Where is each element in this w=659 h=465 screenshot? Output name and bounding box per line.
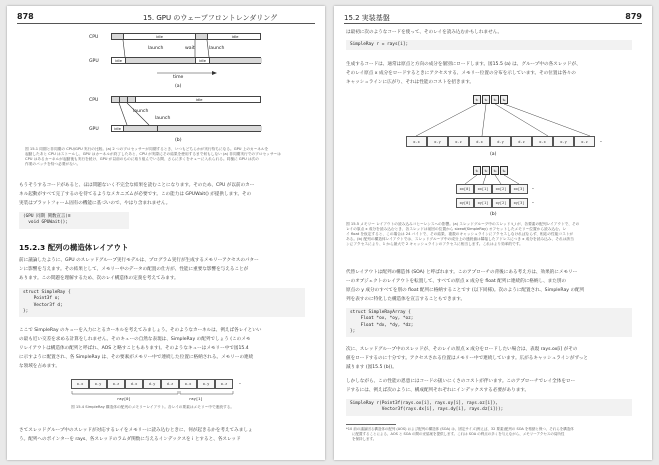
- para3-line2: の最も近い交差を求める計算をしれません。そのキューの自然な表現は、SimpleRay の配列でしょう (このメモ: [19, 337, 251, 342]
- aos-cell: o.z: [107, 379, 125, 389]
- code-simpleray: struct SimpleRay { Point3f o; Vector3f d; };: [19, 288, 305, 317]
- soa-ox-cell: ox[0]: [456, 184, 474, 194]
- chapter-title: 15.2 実装基盤: [344, 14, 390, 22]
- gpu-label-b: GPU: [89, 127, 99, 132]
- code-load-ray: SimpleRay r = rays[i];: [346, 40, 632, 50]
- subfig-a-label: (a): [175, 84, 182, 89]
- para1-line3: キャッシュラインに広がり、それは性能のコストを招きます。: [346, 80, 475, 85]
- launch-label-a: launch: [148, 46, 164, 51]
- para3-line5: な領域を占めます。: [19, 364, 60, 369]
- para2-line3: 原点の y 成分のすべてを別の float 配列に格納することです (以下同様)。次のように配置され、SimpleRay の配列: [346, 288, 585, 293]
- code-simpleray-array: struct SimpleRayArray { Float *ox, *oy, *oz; Float *dx, *dy, *dz; };: [346, 308, 632, 337]
- soa-oy-ellipsis: …: [531, 200, 535, 204]
- thread-node-b4: t₄: [500, 166, 508, 175]
- para2-line2: ンに影響を与えます。その結果として、メモリー中のデータの配置の仕方が、性能に重要な影響を与えることが: [19, 267, 249, 272]
- aos-cell: d.x: [125, 379, 143, 389]
- para2-line3: あります。この問題を理解するため、次のレイ構造体の定義を考えてみます。: [19, 276, 179, 281]
- soa-oy-row: [456, 198, 538, 208]
- mem-cell: d.x: [469, 136, 490, 147]
- para1-line1: 生成するコードは、通常は原点と方向の成分を個別にロードします。図15.5 (a) は、グループ中の各スレッドが、: [346, 62, 581, 67]
- aos-ray1-label: ray[1]: [189, 396, 203, 401]
- soa-oy-cell: oy[3]: [510, 198, 528, 208]
- subfig-b-label: (b): [175, 138, 182, 143]
- para5: う。配列へのポインターを rays、各スレッドのラムダ関数に与えるインデックスを i とすると、各スレッド: [19, 437, 241, 442]
- fig-15-1-caption-4: 作業のバッチを待つ必要がない。: [25, 162, 81, 166]
- left-page: [7, 6, 325, 460]
- launch-label-b2: launch: [155, 116, 171, 121]
- para4-line1: しかしながら、この性能の恩恵にはコードの扱いにくさのコストが伴います。このアプローチでレイ全体をロー: [346, 379, 576, 384]
- fig-15-5-caption-3: イ float を仮定すると、この場合は 24 バイトで、その結果、複数のキャッシュラインにアクセスしなければならず、相応の性能コストが: [346, 232, 574, 236]
- aos-ray0-label: ray[0]: [117, 396, 131, 401]
- fig-15-5-caption-5: ンにアクセスにより、1 から最大で 2 キャッシュラインのアクセスに相当します。これはより効率的です。: [346, 242, 523, 246]
- footnote-line2: に配置することによる、AOS と SOA の間の妥協案を提供します。これは SOA の利点の多くを与えながら、メモリーアクセスの局所性: [352, 432, 565, 436]
- para3-line2: 値をロードするのに十分です。アクセスされる位置はメモリー中で連続しています。広がるキャッシュラインがずっと: [346, 356, 588, 361]
- para1-line1: もうそうするコードがあると、ほは問題ないく不完全な結果を読むことになります。そのため、CPU が以前のカー: [19, 183, 255, 188]
- subfig-a-label: (a): [490, 152, 497, 157]
- code-load-soa: SimpleRay r(Point3f(rays.ox[i], rays.oy[i], rays.oz[i]), Vector3f(rays.dx[i], rays.dy[i], rays.dz[i]));: [346, 399, 632, 416]
- footnote-line1: *10 前の議論因る構造体の配列 (AOS) および配列の構造体 (SOA) は、固定サイズ(例えば、32 要素)配列の SOA を格納と保つ、それらを構造体: [346, 427, 574, 431]
- thread-node-3: t₃: [491, 95, 499, 104]
- aos-cell: d.y: [143, 379, 161, 389]
- aos-cell: o.x: [179, 379, 197, 389]
- para2-line1: 代替レイアウトは配列の構造体 (SOA) と呼ばれます。このアプローチの背後にある考え方は、効果的にメモリー: [346, 270, 578, 275]
- aos-braces: [71, 391, 241, 397]
- para3-line4: に示すように配置され、各 SimpleRay は、その要素がメモリー中で連続した位置に格納される。メモリーの連続: [19, 355, 254, 360]
- soa-oy-cell: oy[1]: [474, 198, 492, 208]
- mem-cell: o.x: [406, 136, 427, 147]
- soa-ox-ellipsis: …: [531, 186, 535, 190]
- thread-to-memory-lines: [394, 104, 594, 138]
- para2-line2: ーのオブジェクトのレイアウトを転置して、すべての原点 x 成分を float 配列に連続的に格納し、また別の: [346, 279, 567, 284]
- section-15-2-3-title: 15.2.3 配列の構造体レイアウト: [19, 243, 129, 252]
- launch-label-a2: launch: [209, 46, 225, 51]
- footnote-rule: [346, 424, 396, 425]
- time-label: time: [173, 75, 184, 80]
- thread-node-2: t₂: [482, 95, 490, 104]
- para2-line4: 列を表すのに特化した構造体を宣言することもできます。: [346, 297, 466, 302]
- thread-node-1: t₁: [473, 95, 481, 104]
- right-page-header: [344, 12, 642, 24]
- gpu-idle-a: idle: [112, 58, 126, 63]
- para3-line1: 次に、スレッドグループ中のスレッドが、そのレイの原点 x 成分をロードしたい場合は、表現 rays.ox[i] がその: [346, 347, 578, 352]
- mem-cell: o.z: [448, 136, 469, 147]
- mem-cell: o.y: [427, 136, 448, 147]
- para2-line1: 前に議論したように、GPU のスレッドグループ実行モデルは、プログラム実行が生成するメモリーアクセスのパター: [19, 258, 259, 263]
- aos-memory-row: [71, 379, 247, 389]
- fig-15-1-caption-1: 図 15.1 同期と非同期の CPU/GPU 実行の比較。(a) 2 つのプロセッサーが同期するとき、いつもどちらかが実行待ちになる。GPU 上のカーネルを: [25, 147, 269, 151]
- cpu-idle-a2: idle: [231, 34, 239, 39]
- para3-line1: ここで SimpleRay のキューを入力にとるカーネルを考えてみましょう。そのようなカーネルは、例えば各レイといい: [19, 328, 262, 333]
- left-page-header: [17, 12, 315, 24]
- gpu-label-a: GPU: [89, 59, 99, 64]
- launch-label-b: launch: [133, 109, 149, 114]
- soa-oy-cell: oy[2]: [492, 198, 510, 208]
- thread-node-4: t₄: [500, 95, 508, 104]
- mem-cell: o.y: [553, 136, 574, 147]
- soa-ox-cell: ox[3]: [510, 184, 528, 194]
- code-gpuwait: ⟨GPU 同期 関数宣言⟩≡ void GPUWait();: [19, 212, 129, 229]
- fig-15-1-caption-2: 起動したあと CPU はストールし、GPU はカーネルが終了したあと、CPU が実際にその結果を使用するまで何もしない (a) 非同期実行でのプロセッサーは: [25, 152, 281, 156]
- thread-node-b3: t₃: [491, 166, 499, 175]
- right-page: [334, 6, 652, 460]
- cpu-idle-a: idle: [124, 34, 196, 39]
- gpu-idle-b: idle: [112, 126, 124, 131]
- soa-ox-cell: ox[1]: [474, 184, 492, 194]
- cpu-label-b: CPU: [89, 98, 99, 103]
- cpu-idle-b: idle: [195, 97, 203, 102]
- mem-cell: d.y: [490, 136, 511, 147]
- soa-ox-row: [456, 184, 538, 194]
- page-number: 879: [625, 12, 642, 21]
- thread-node-b1: t₁: [473, 166, 481, 175]
- subfig-b-label: (b): [490, 212, 497, 217]
- aos-cell-ellipsis: …: [238, 381, 242, 385]
- aos-cell: o.y: [197, 379, 215, 389]
- soa-ox-cell: ox[2]: [492, 184, 510, 194]
- para4: さてスレッドグループ中のスレッドが対応するレイをメモリーに読み込むときに、何が起きるかを考えてみましょ: [19, 428, 253, 433]
- aos-cell: o.x: [71, 379, 89, 389]
- wait-label-a: wait: [185, 46, 195, 51]
- memory-row-aos: [406, 136, 607, 147]
- soa-oy-cell: oy[0]: [456, 198, 474, 208]
- aos-cell: o.y: [89, 379, 107, 389]
- gpu-bar-b: [111, 125, 261, 132]
- fig-15-4-caption: 図 15.4 SimpleRay 構造体の配列のメモリーレイアウト。各レイの要素はメモリー中で連続する。: [71, 405, 235, 409]
- fig-15-1-caption-3: CPU はあるカーネルが起動後も実行を続け、GPU が以前のものに取り組んでいる間、さらに多くをキューに入れられる。同様に GPU は次の: [25, 157, 259, 161]
- fig-15-5-caption-2: レイの原点 x 成分を読み込むとき、各スレッドは前回の位置から sizeof(SimpleRay) オフセットしたメモリー位置から読み込む。レ: [346, 227, 567, 231]
- para1-line3: 実装はプラットフォーム固有の機能に基づいので、やはり含まれません。: [19, 201, 171, 206]
- fig-15-5-caption-4: ある。(b) 配列の構造体レイアウトでは、スレッドグループ中の成分上の連続値は隣接したアドレスにつき x 成分を読み込み、それは該当: [346, 237, 574, 241]
- gpu-idle-a2: idle: [196, 58, 210, 63]
- para3-line3: 減ります (図15.5 (b))。: [346, 365, 397, 370]
- intro-line: は最初に次のようなコードを使って、そのレイを読み込むかもしれません。: [346, 30, 503, 35]
- cpu-bar-b: [111, 96, 261, 103]
- mem-cell: o.x: [532, 136, 553, 147]
- mem-cell-ellipsis: …: [599, 139, 603, 143]
- para3-line3: リレイアウトは構造体の配列と呼ばれ、AOS と略すこともあります)。そのようなキューはメモリー中で図15.4: [19, 346, 249, 351]
- para1-line2: ネル起動がすべて完了するのを待てるようなメカニズムが必要です。この能力は GPUWait() が提供します。その: [19, 192, 252, 197]
- footnote-line3: を保持します。: [352, 437, 377, 441]
- cpu-label-a: CPU: [89, 35, 99, 40]
- mem-cell: o.z: [574, 136, 595, 147]
- chapter-title: 15. GPU のウェーブフロントレンダリング: [143, 14, 278, 22]
- gpu-bar-a: [111, 57, 261, 64]
- para4-line2: ドするには、例えば次のように、構成配列それぞれにインデックスする必要があります。: [346, 388, 530, 393]
- cpu-bar-a: [111, 33, 261, 40]
- fig-15-5-caption-1: 図 15.5 メモリー レイアウトの読み込みコヒーレンスへの影響。(a) スレッドグループ中のスレッド t_i が、各要素の配列レイアウトで、その: [346, 222, 580, 226]
- time-arrow: [157, 70, 217, 76]
- page-number: 878: [17, 12, 34, 21]
- aos-cell: d.z: [161, 379, 179, 389]
- thread-node-b2: t₂: [482, 166, 490, 175]
- para1-line2: そのレイ原点 x 成分をロードするときにアクセスする、メモリー位置の分布を示しています。その位置は各々の: [346, 71, 576, 76]
- mem-cell: d.z: [511, 136, 532, 147]
- aos-cell: o.z: [215, 379, 233, 389]
